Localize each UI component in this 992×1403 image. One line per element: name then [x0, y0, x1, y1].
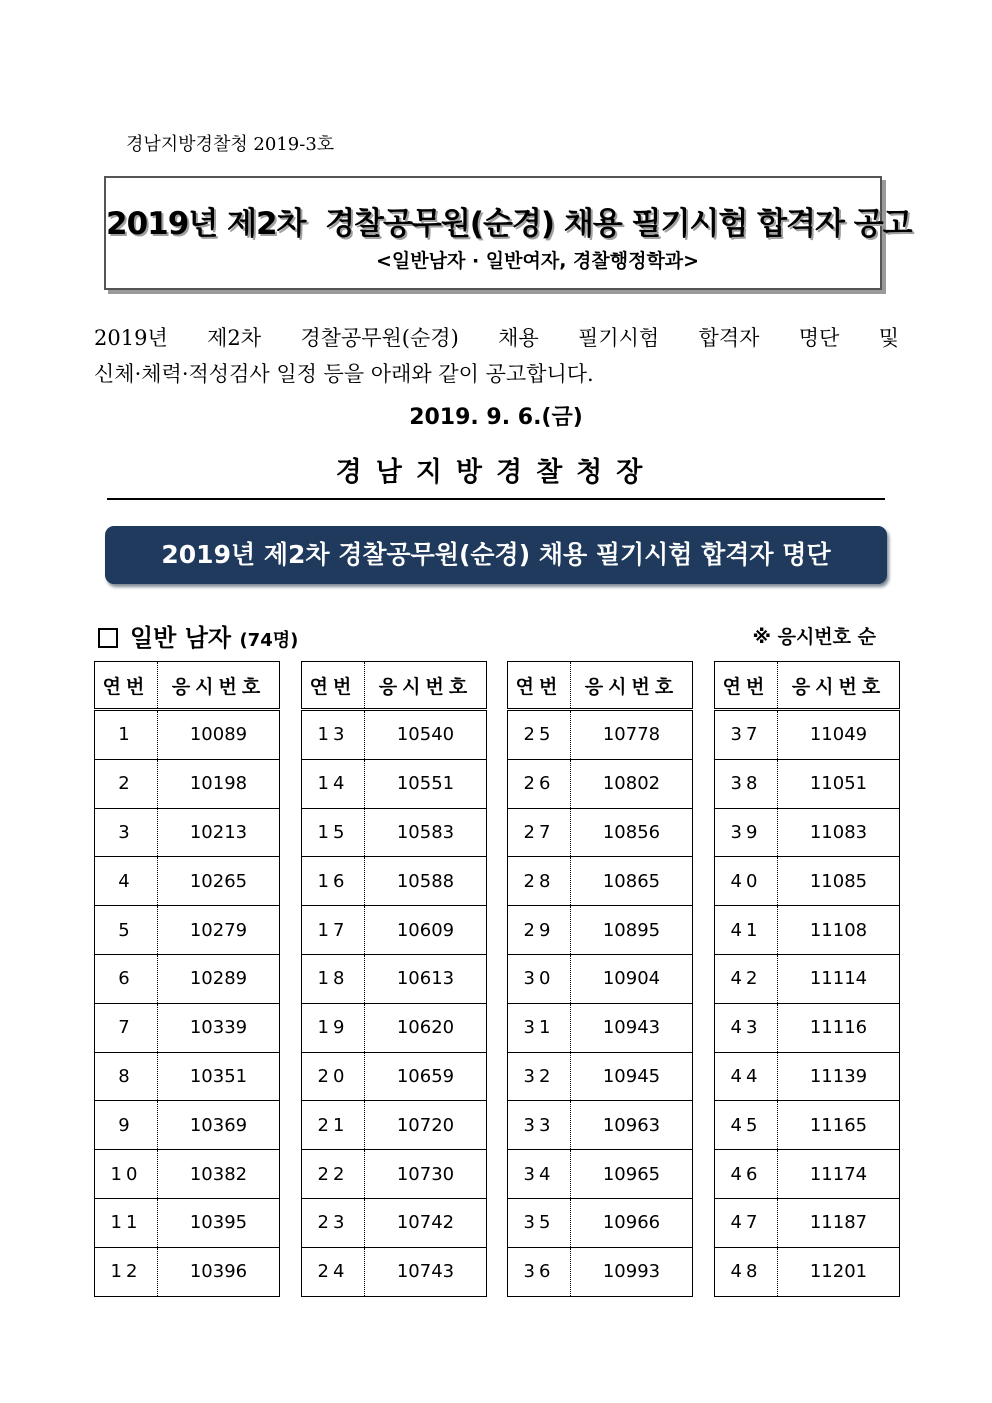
seq-cell: 18	[302, 954, 365, 1003]
table-row	[715, 1101, 900, 1150]
seq-cell: 16	[302, 857, 365, 906]
intro-paragraph	[94, 320, 899, 392]
seq-cell: 40	[715, 857, 778, 906]
seq-cell: 38	[715, 759, 778, 808]
exam-number-cell: 11116	[778, 1003, 900, 1052]
results-table	[94, 661, 280, 1297]
table-row	[95, 1150, 280, 1199]
exam-number-cell: 10965	[571, 1150, 693, 1199]
table-row	[95, 1052, 280, 1101]
exam-number-cell: 10963	[571, 1101, 693, 1150]
exam-number-cell: 10339	[158, 1003, 280, 1052]
table-row	[95, 1101, 280, 1150]
table-row	[508, 1101, 693, 1150]
header-exam-number: 응시번호	[365, 662, 487, 710]
table-row	[302, 1052, 487, 1101]
table-row	[715, 906, 900, 955]
exam-number-cell: 11083	[778, 808, 900, 857]
seq-cell: 5	[95, 906, 158, 955]
table-row	[508, 857, 693, 906]
exam-number-cell: 10265	[158, 857, 280, 906]
seq-cell: 12	[95, 1247, 158, 1296]
table-row	[715, 954, 900, 1003]
seq-cell: 26	[508, 759, 571, 808]
table-row	[508, 1247, 693, 1296]
table-row	[95, 1003, 280, 1052]
seq-cell: 41	[715, 906, 778, 955]
page-title: 2019년 제2차 경찰공무원(순경) 채용 필기시험 합격자 공고	[106, 206, 912, 242]
exam-number-cell: 10993	[571, 1247, 693, 1296]
seq-cell: 17	[302, 906, 365, 955]
table-row	[508, 954, 693, 1003]
results-table	[507, 661, 693, 1297]
table-row	[715, 759, 900, 808]
exam-number-cell: 11085	[778, 857, 900, 906]
table-row	[302, 759, 487, 808]
exam-number-cell: 11108	[778, 906, 900, 955]
table-row	[95, 759, 280, 808]
table-row	[302, 808, 487, 857]
seq-cell: 1	[95, 710, 158, 760]
table-row	[715, 710, 900, 760]
exam-number-cell: 10778	[571, 710, 693, 760]
order-note: ※ 응시번호 순	[752, 626, 876, 648]
exam-number-cell: 10856	[571, 808, 693, 857]
seq-cell: 21	[302, 1101, 365, 1150]
exam-number-cell: 10895	[571, 906, 693, 955]
seq-cell: 39	[715, 808, 778, 857]
seq-cell: 9	[95, 1101, 158, 1150]
exam-number-cell: 10369	[158, 1101, 280, 1150]
exam-number-cell: 11139	[778, 1052, 900, 1101]
seq-cell: 30	[508, 954, 571, 1003]
issuer-name: 경남지방경찰청장	[335, 457, 657, 488]
header-seq: 연번	[302, 662, 365, 710]
exam-number-cell: 11174	[778, 1150, 900, 1199]
table-row	[715, 1198, 900, 1247]
seq-cell: 45	[715, 1101, 778, 1150]
exam-number-cell: 11165	[778, 1101, 900, 1150]
exam-number-cell: 10943	[571, 1003, 693, 1052]
table-row	[302, 1003, 487, 1052]
notice-date: 2019. 9. 6.(금)	[409, 405, 583, 430]
table-row	[302, 1198, 487, 1247]
seq-cell: 33	[508, 1101, 571, 1150]
table-row	[302, 710, 487, 760]
seq-cell: 3	[95, 808, 158, 857]
seq-cell: 27	[508, 808, 571, 857]
exam-number-cell: 10279	[158, 906, 280, 955]
table-row	[508, 1003, 693, 1052]
seq-cell: 37	[715, 710, 778, 760]
seq-cell: 32	[508, 1052, 571, 1101]
table-row	[508, 808, 693, 857]
table-row	[715, 857, 900, 906]
seq-cell: 47	[715, 1198, 778, 1247]
table-header-row	[95, 662, 280, 710]
table-row	[95, 857, 280, 906]
exam-number-cell: 10382	[158, 1150, 280, 1199]
seq-cell: 36	[508, 1247, 571, 1296]
notice-number: 경남지방경찰청 2019-3호	[126, 134, 335, 155]
seq-cell: 13	[302, 710, 365, 760]
list-banner: 2019년 제2차 경찰공무원(순경) 채용 필기시험 합격자 명단	[105, 526, 887, 584]
header-exam-number: 응시번호	[158, 662, 280, 710]
table-row	[715, 1003, 900, 1052]
page-subtitle: <일반남자 · 일반여자, 경찰행정학과>	[376, 250, 700, 272]
table-header-row	[715, 662, 900, 710]
exam-number-cell: 10945	[571, 1052, 693, 1101]
results-table	[301, 661, 487, 1297]
exam-number-cell: 10213	[158, 808, 280, 857]
seq-cell: 44	[715, 1052, 778, 1101]
seq-cell: 20	[302, 1052, 365, 1101]
table-row	[508, 1198, 693, 1247]
intro-line-2: 신체·체력·적성검사 일정 등을 아래와 같이 공고합니다.	[94, 362, 594, 386]
section-title	[98, 618, 298, 653]
table-row	[508, 759, 693, 808]
title-box	[104, 176, 912, 290]
exam-number-cell: 10613	[365, 954, 487, 1003]
table-row	[508, 710, 693, 760]
table-row	[508, 1150, 693, 1199]
exam-number-cell: 10720	[365, 1101, 487, 1150]
seq-cell: 19	[302, 1003, 365, 1052]
exam-number-cell: 11049	[778, 710, 900, 760]
exam-number-cell: 11051	[778, 759, 900, 808]
table-row	[95, 954, 280, 1003]
seq-cell: 29	[508, 906, 571, 955]
seq-cell: 34	[508, 1150, 571, 1199]
seq-cell: 23	[302, 1198, 365, 1247]
header-exam-number: 응시번호	[778, 662, 900, 710]
exam-number-cell: 10743	[365, 1247, 487, 1296]
seq-cell: 25	[508, 710, 571, 760]
seq-cell: 31	[508, 1003, 571, 1052]
table-row	[95, 808, 280, 857]
seq-cell: 14	[302, 759, 365, 808]
exam-number-cell: 10540	[365, 710, 487, 760]
exam-number-cell: 10730	[365, 1150, 487, 1199]
seq-cell: 48	[715, 1247, 778, 1296]
table-row	[302, 1247, 487, 1296]
header-seq: 연번	[508, 662, 571, 710]
seq-cell: 6	[95, 954, 158, 1003]
exam-number-cell: 10289	[158, 954, 280, 1003]
exam-number-cell: 10198	[158, 759, 280, 808]
exam-number-cell: 10583	[365, 808, 487, 857]
exam-number-cell: 10742	[365, 1198, 487, 1247]
exam-number-cell: 11187	[778, 1198, 900, 1247]
seq-cell: 43	[715, 1003, 778, 1052]
table-row	[508, 1052, 693, 1101]
seq-cell: 8	[95, 1052, 158, 1101]
exam-number-cell: 10089	[158, 710, 280, 760]
table-row	[302, 1101, 487, 1150]
exam-number-cell: 10609	[365, 906, 487, 955]
table-row	[715, 1150, 900, 1199]
section-count: (74명)	[239, 630, 299, 651]
checkbox-square-icon	[98, 628, 118, 648]
exam-number-cell: 10620	[365, 1003, 487, 1052]
table-row	[715, 1247, 900, 1296]
table-header-row	[302, 662, 487, 710]
seq-cell: 4	[95, 857, 158, 906]
header-seq: 연번	[95, 662, 158, 710]
exam-number-cell: 10865	[571, 857, 693, 906]
seq-cell: 24	[302, 1247, 365, 1296]
results-table	[714, 661, 900, 1297]
table-row	[302, 857, 487, 906]
seq-cell: 15	[302, 808, 365, 857]
seq-cell: 10	[95, 1150, 158, 1199]
table-row	[715, 808, 900, 857]
seq-cell: 22	[302, 1150, 365, 1199]
table-row	[508, 906, 693, 955]
exam-number-cell: 10351	[158, 1052, 280, 1101]
divider	[107, 498, 885, 500]
exam-number-cell: 11114	[778, 954, 900, 1003]
table-row	[715, 1052, 900, 1101]
exam-number-cell: 10551	[365, 759, 487, 808]
exam-number-cell: 10588	[365, 857, 487, 906]
exam-number-cell: 10396	[158, 1247, 280, 1296]
exam-number-cell: 10395	[158, 1198, 280, 1247]
exam-number-cell: 10966	[571, 1198, 693, 1247]
seq-cell: 35	[508, 1198, 571, 1247]
exam-number-cell: 10659	[365, 1052, 487, 1101]
exam-number-cell: 11201	[778, 1247, 900, 1296]
seq-cell: 46	[715, 1150, 778, 1199]
intro-line-1: 2019년 제2차 경찰공무원(순경) 채용 필기시험 합격자 명단 및	[94, 326, 899, 350]
seq-cell: 42	[715, 954, 778, 1003]
table-row	[95, 710, 280, 760]
seq-cell: 11	[95, 1198, 158, 1247]
section-title-text: 일반 남자	[130, 624, 232, 652]
table-row	[95, 906, 280, 955]
exam-number-cell: 10904	[571, 954, 693, 1003]
exam-number-cell: 10802	[571, 759, 693, 808]
seq-cell: 7	[95, 1003, 158, 1052]
table-row	[302, 906, 487, 955]
table-row	[302, 954, 487, 1003]
header-seq: 연번	[715, 662, 778, 710]
table-row	[95, 1198, 280, 1247]
seq-cell: 2	[95, 759, 158, 808]
table-header-row	[508, 662, 693, 710]
table-row	[95, 1247, 280, 1296]
seq-cell: 28	[508, 857, 571, 906]
table-row	[302, 1150, 487, 1199]
header-exam-number: 응시번호	[571, 662, 693, 710]
